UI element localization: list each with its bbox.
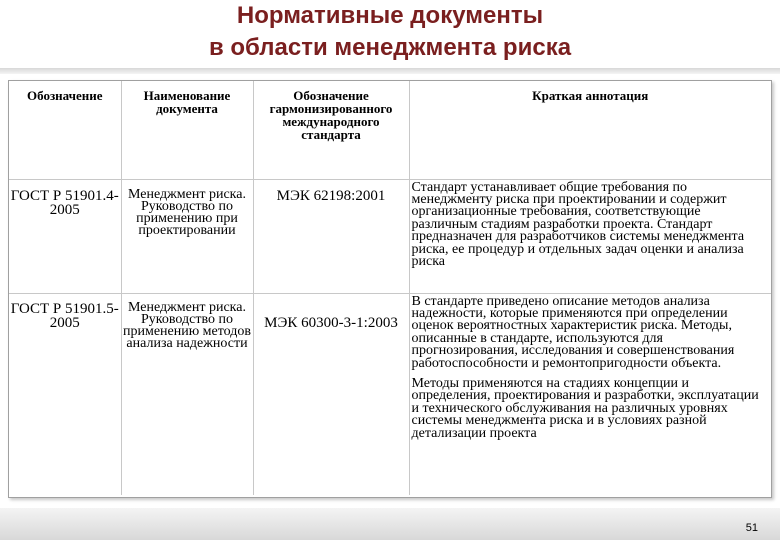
row-1-annotation-text: Стандарт устанавливает общие требования по менеджменту риска при проектировании и содержит организационные требования, соответствующие различным стадиям разработки проекта. Стандарт предназначен для разработчиков системы менеджмента риска, ее процедур и отдельных задач оценки и анализа риска bbox=[411, 179, 745, 269]
title-divider bbox=[0, 68, 780, 74]
header-designation: Обозначение bbox=[27, 88, 103, 103]
slide-title bbox=[0, 0, 780, 68]
row-1-annotation bbox=[409, 179, 771, 293]
row-1-designation: ГОСТ Р 51901.4-2005 bbox=[9, 179, 121, 293]
row-2-annotation-text-2: Методы применяются на стадиях концепции и определения, проектирования и разработки, эксплуатации и технического обслуживания на различных уровнях системы менеджмента риска и в условиях разной детализации проекта bbox=[411, 375, 759, 441]
header-document-name: Наименование документа bbox=[121, 81, 253, 179]
slide-title-line1: Нормативные документы bbox=[236, 2, 544, 29]
row-1-international-standard: МЭК 62198:2001 bbox=[253, 179, 409, 293]
documents-table bbox=[8, 80, 772, 498]
row-2-document-name: Менеджмент риска. Руководство по применению методов анализа надежности bbox=[121, 293, 253, 495]
header-international-standard: Обозначение гармонизированного международного стандарта bbox=[253, 81, 409, 179]
slide-title-line2: в области менеджмента риска bbox=[208, 34, 572, 61]
row-2-international-standard: МЭК 60300-3-1:2003 bbox=[253, 293, 409, 495]
table-row bbox=[9, 179, 771, 293]
row-2-designation: ГОСТ Р 51901.5-2005 bbox=[9, 293, 121, 495]
page-number: 51 bbox=[745, 522, 758, 534]
table-header-row bbox=[9, 81, 771, 179]
row-2-annotation bbox=[409, 293, 771, 495]
header-annotation: Краткая аннотация bbox=[409, 81, 771, 179]
footer-bar bbox=[0, 508, 780, 540]
table-row bbox=[9, 293, 771, 495]
row-2-annotation-text: В стандарте приведено описание методов анализа надежности, которые применяются при определении оценок вероятностных характеристик риска. Методы, описанные в стандарте, используются для прогнозирования, исследования и совершенствования работоспособности и ремонтопригодности объекта. bbox=[411, 293, 735, 371]
row-1-document-name: Менеджмент риска. Руководство по применению при проектировании bbox=[121, 179, 253, 293]
